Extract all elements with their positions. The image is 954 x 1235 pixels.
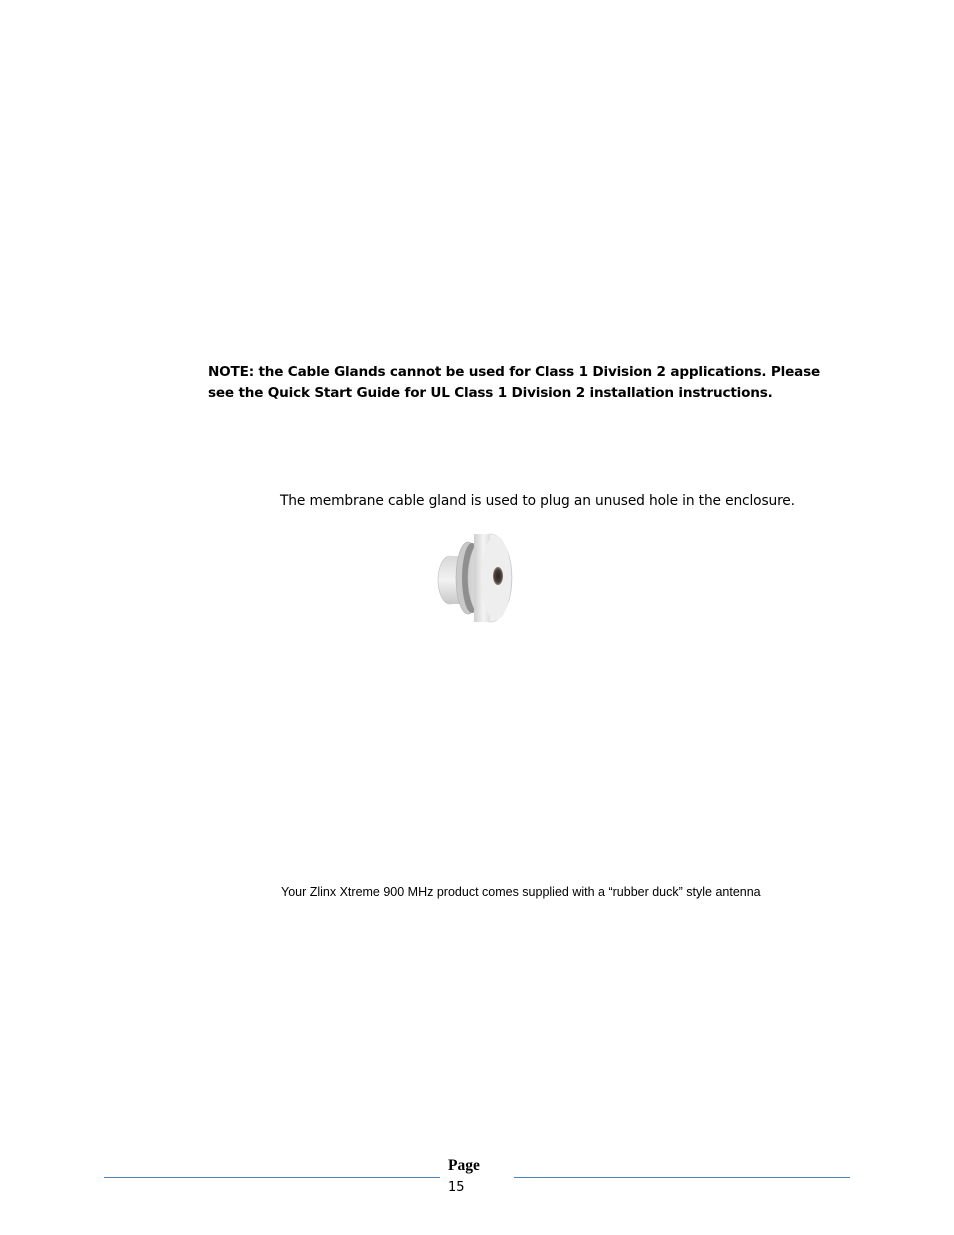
membrane-cable-gland-image bbox=[434, 530, 514, 626]
cable-gland-note: NOTE: the Cable Glands cannot be used for Class 1 Division 2 applications. Please see the Quick Start Guide for UL Class 1 Division 2 installation instructions. bbox=[208, 364, 821, 401]
footer-rule-right bbox=[514, 1177, 850, 1178]
antenna-description: Your Zlinx Xtreme 900 MHz product comes supplied with a “rubber duck” style antenna bbox=[281, 885, 761, 899]
footer-rule-left bbox=[104, 1177, 440, 1178]
membrane-gland-description: The membrane cable gland is used to plug an unused hole in the enclosure. bbox=[280, 493, 795, 509]
footer-page-number: 15 bbox=[448, 1180, 465, 1195]
footer-page-label: Page bbox=[448, 1157, 480, 1174]
